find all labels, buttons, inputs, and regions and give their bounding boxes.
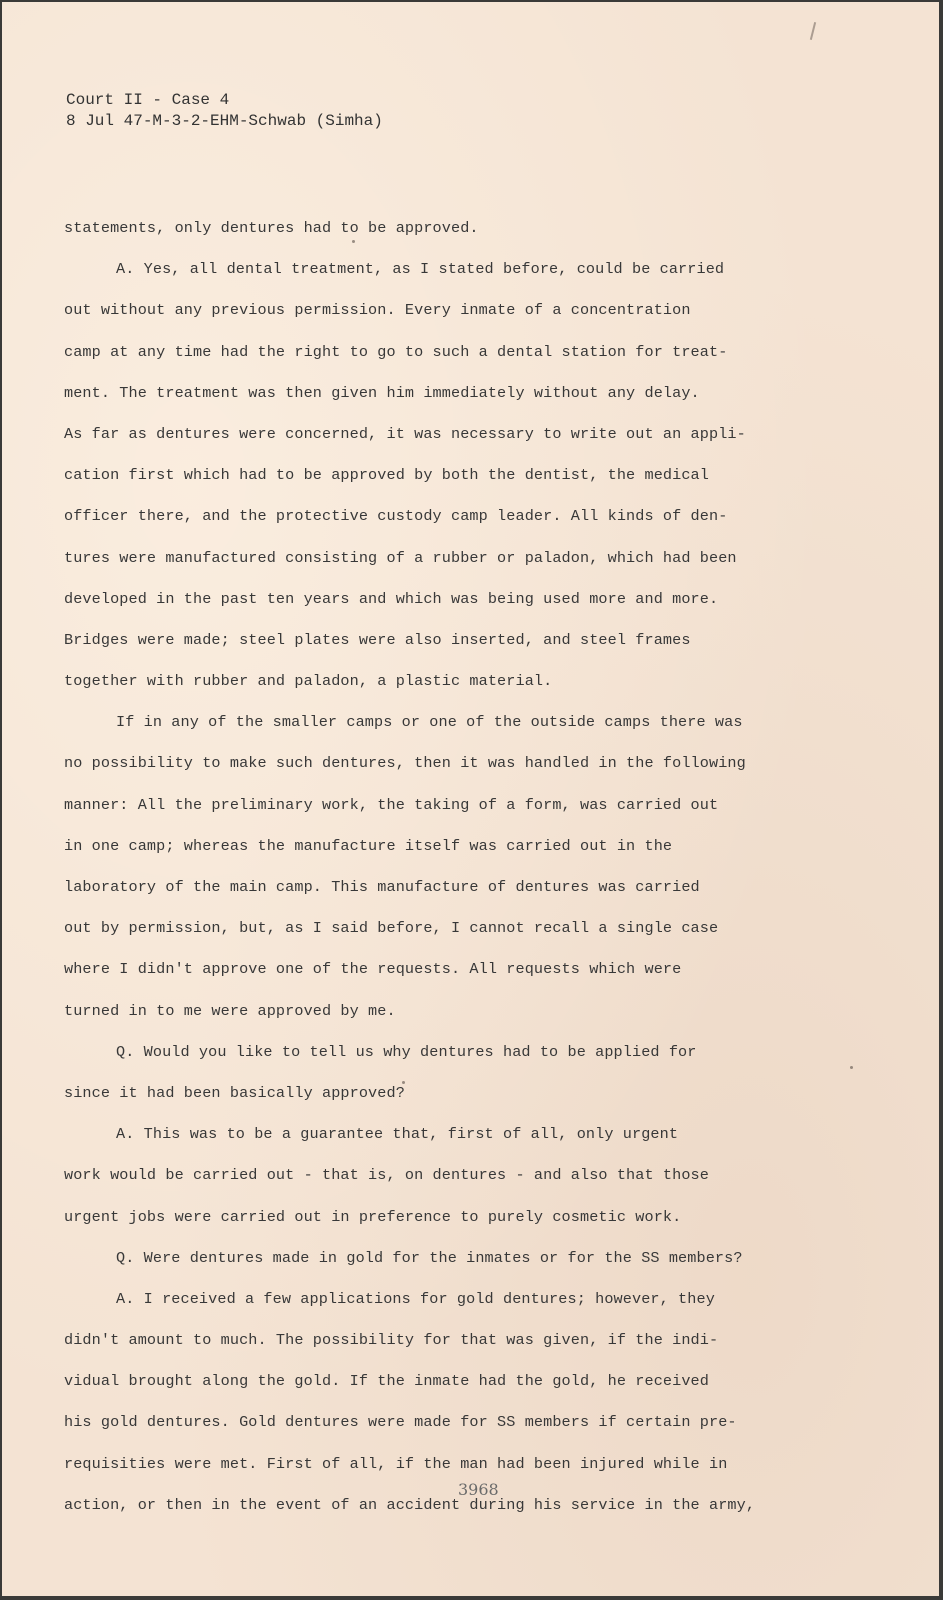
paragraph-2-line: cation first which had to be approved by both the dentist, the medical — [64, 466, 709, 485]
paragraph-5-line: urgent jobs were carried out in preference to purely cosmetic work. — [64, 1207, 682, 1226]
header-reference-line: 8 Jul 47-M-3-2-EHM-Schwab (Simha) — [66, 112, 383, 130]
paragraph-3-line: If in any of the smaller camps or one of the outside camps there was — [116, 713, 743, 732]
page-number: 3968 — [458, 1480, 499, 1499]
paragraph-3-line: manner: All the preliminary work, the taking of a form, was carried out — [64, 795, 719, 814]
pencil-mark — [810, 22, 816, 40]
ink-speck — [850, 1066, 853, 1069]
paragraph-3-line: in one camp; whereas the manufacture itself was carried out in the — [64, 836, 673, 855]
document-header — [66, 90, 383, 132]
ink-speck — [402, 1081, 405, 1084]
paragraph-2-line: together with rubber and paladon, a plastic material. — [64, 672, 553, 691]
paragraph-3-line: laboratory of the main camp. This manufacture of dentures was carried — [64, 878, 700, 896]
paragraph-2-line: out without any previous permission. Every inmate of a concentration — [64, 301, 691, 320]
paragraph-4-line: since it had been basically approved? — [64, 1083, 405, 1102]
paragraph-6-line: Q. Were dentures made in gold for the inmates or for the SS members? — [116, 1248, 743, 1267]
paragraph-2-line: As far as dentures were concerned, it was necessary to write out an appli- — [64, 424, 746, 443]
paragraph-7-line: vidual brought along the gold. If the inmate had the gold, he received — [64, 1372, 709, 1391]
paragraph-2-line: officer there, and the protective custody camp leader. All kinds of den- — [64, 507, 728, 526]
paragraph-3-line: where I didn't approve one of the requests. All requests which were — [64, 960, 682, 979]
paragraph-2-line: developed in the past ten years and which was being used more and more. — [64, 589, 719, 608]
paragraph-5-line: A. This was to be a guarantee that, first of all, only urgent — [116, 1125, 679, 1144]
ink-speck — [352, 240, 355, 243]
paragraph-3-line: no possibility to make such dentures, then it was handled in the following — [64, 754, 746, 773]
paragraph-4-line: Q. Would you like to tell us why dentures had to be applied for — [116, 1042, 697, 1061]
transcript-body — [64, 208, 824, 1526]
paragraph-7-line: action, or then in the event of an accident during his service in the army, — [64, 1495, 756, 1514]
paragraph-7-line: requisities were met. First of all, if the man had been injured while in — [64, 1454, 728, 1473]
paragraph-1-line: statements, only dentures had to be approved. — [64, 219, 479, 237]
paragraph-2-line: A. Yes, all dental treatment, as I stated before, could be carried — [116, 260, 725, 279]
paragraph-2-line: camp at any time had the right to go to such a dental station for treat- — [64, 342, 728, 361]
paragraph-3-line: out by permission, but, as I said before, I cannot recall a single case — [64, 919, 719, 938]
paragraph-7-line: didn't amount to much. The possibility for that was given, if the indi- — [64, 1331, 719, 1350]
paragraph-3-line: turned in to me were approved by me. — [64, 1001, 396, 1020]
document-page — [2, 2, 939, 1596]
paragraph-2-line: tures were manufactured consisting of a rubber or paladon, which had been — [64, 548, 737, 567]
paragraph-7-line: A. I received a few applications for gold dentures; however, they — [116, 1289, 715, 1308]
header-case-line: Court II - Case 4 — [66, 91, 230, 109]
paragraph-7-line: his gold dentures. Gold dentures were made for SS members if certain pre- — [64, 1413, 737, 1432]
paragraph-2-line: ment. The treatment was then given him immediately without any delay. — [64, 383, 700, 402]
paragraph-5-line: work would be carried out - that is, on dentures - and also that those — [64, 1166, 709, 1185]
paragraph-2-line: Bridges were made; steel plates were also inserted, and steel frames — [64, 630, 691, 649]
